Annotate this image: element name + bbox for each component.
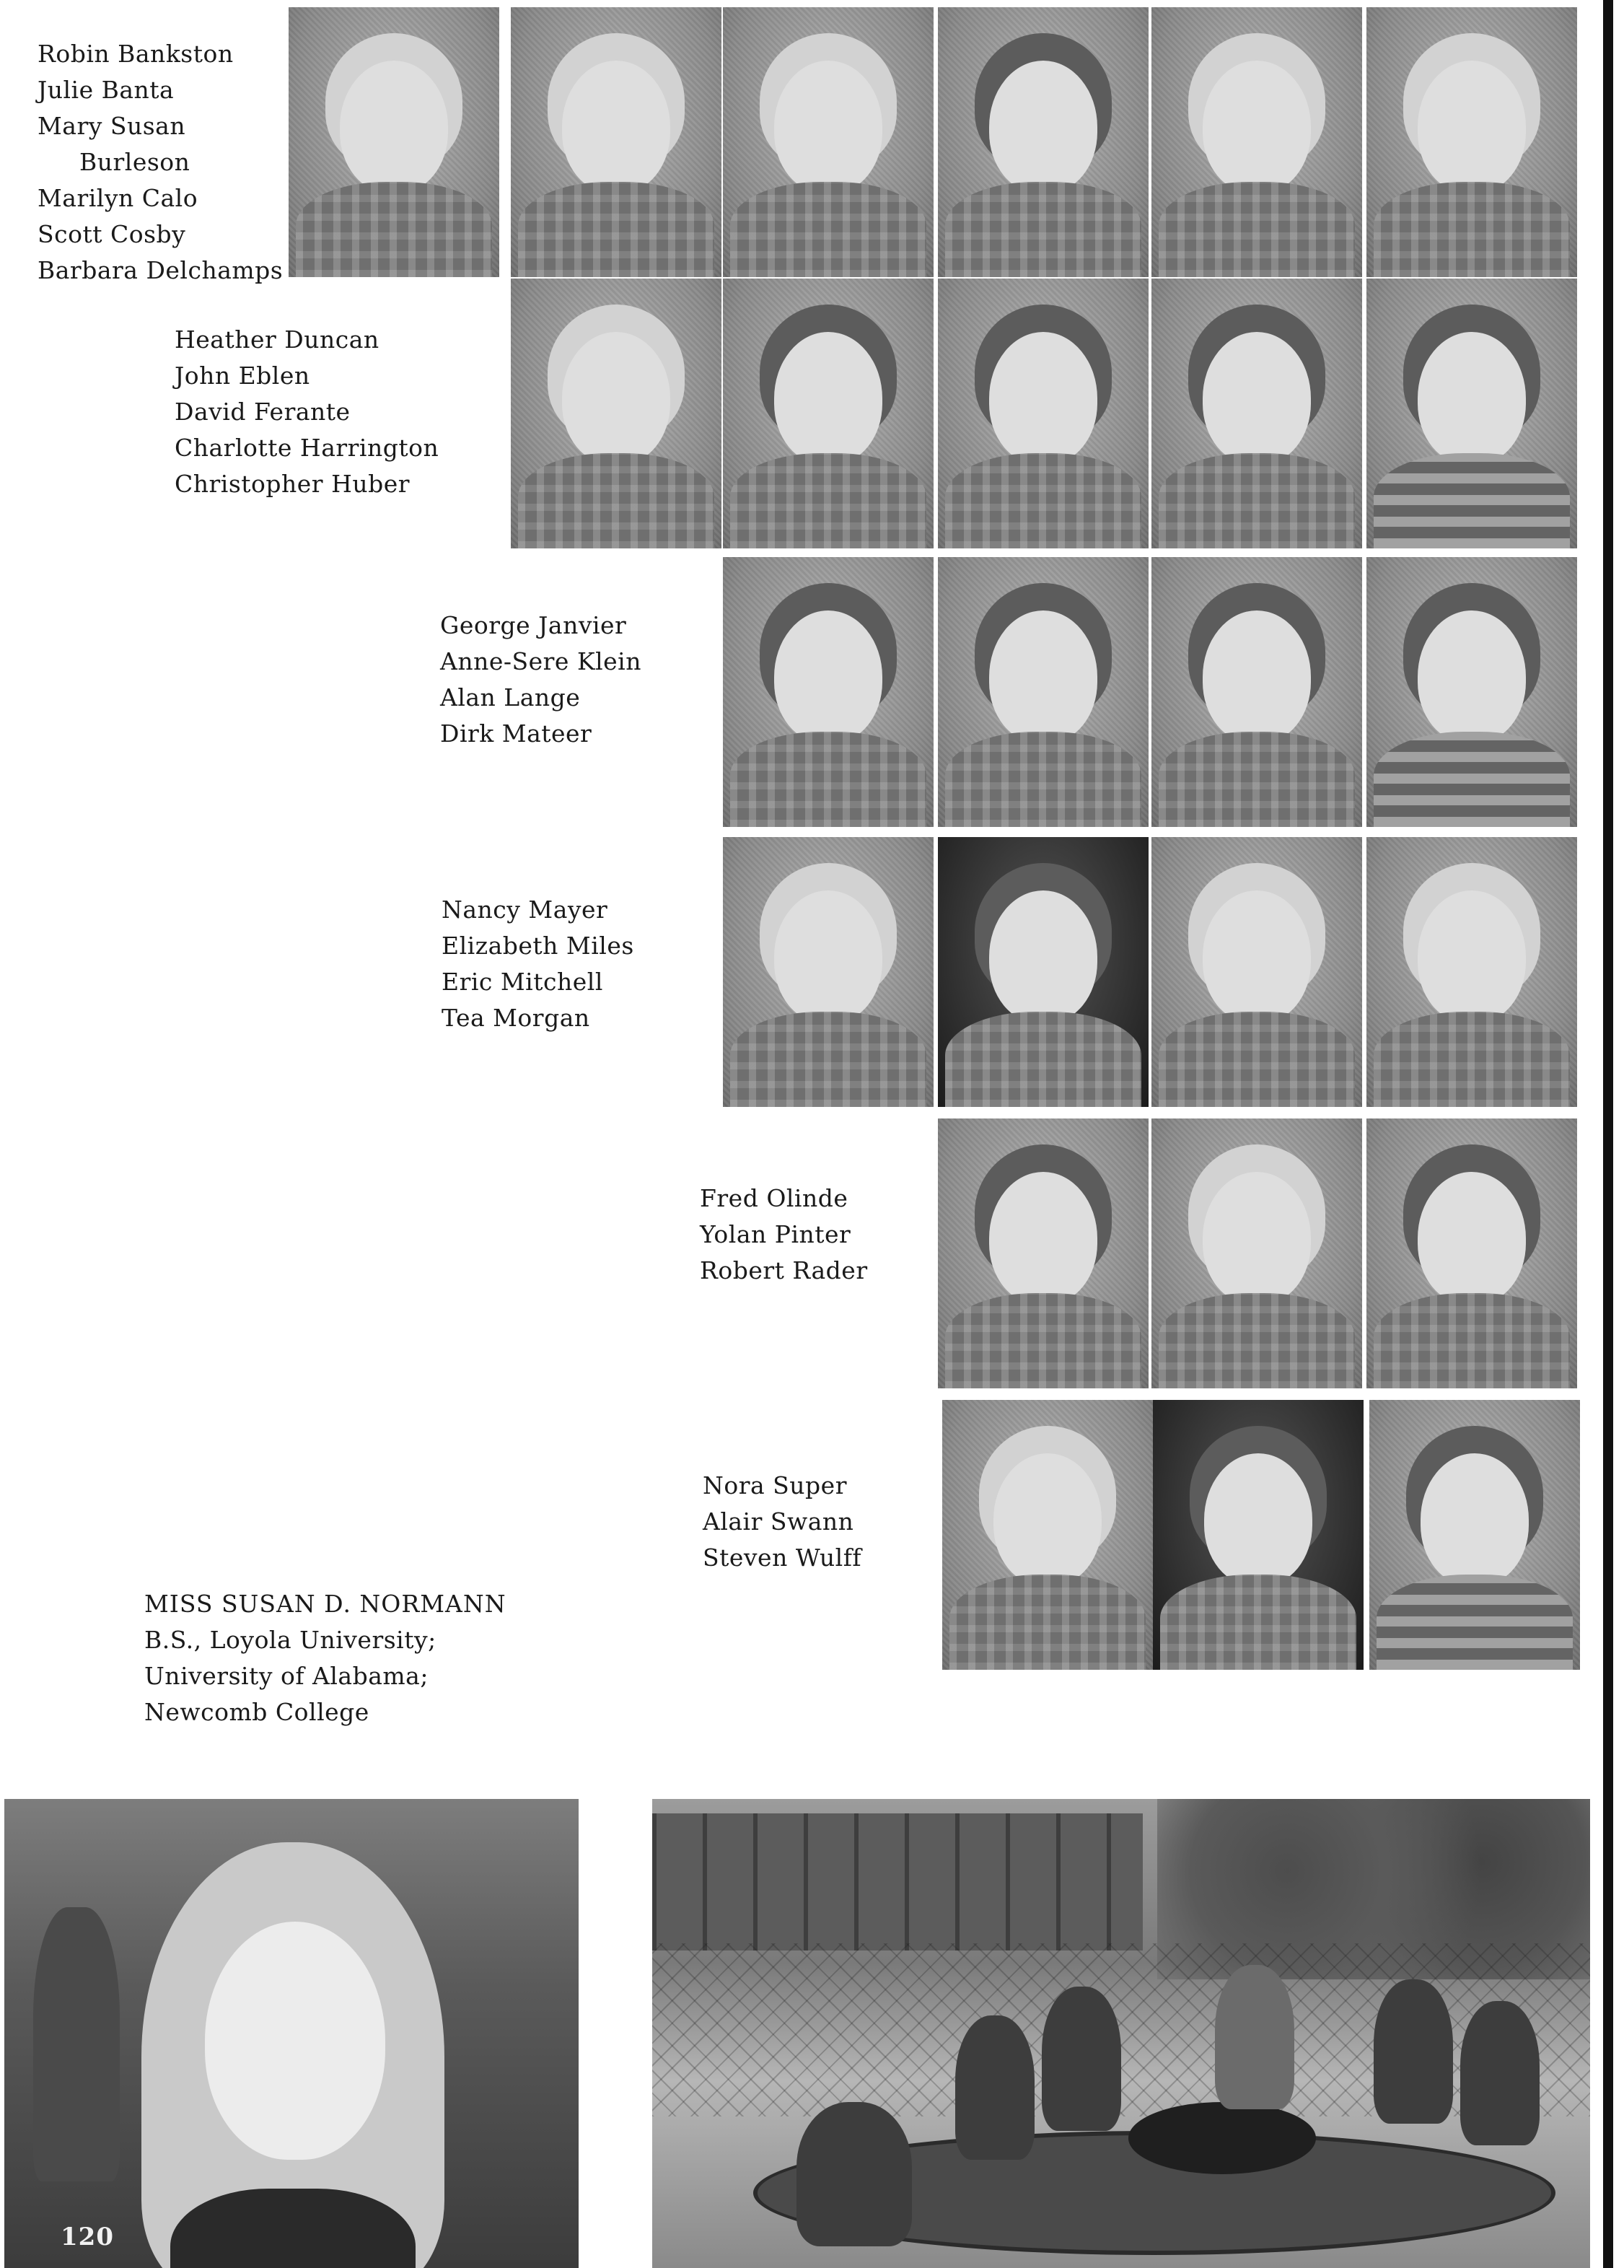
name-list-row-4 <box>442 892 634 1036</box>
student-name: Steven Wulff <box>703 1544 862 1572</box>
student-portrait <box>289 7 499 277</box>
student-name: Robin Bankston <box>38 40 234 68</box>
name-list-row-3 <box>440 608 641 752</box>
student-portrait <box>1151 1118 1362 1388</box>
child-figure <box>796 2102 912 2246</box>
student-name: Fred Olinde <box>700 1184 848 1212</box>
tire <box>1128 2102 1316 2174</box>
student-portrait <box>511 7 721 277</box>
name-list-row-1 <box>38 36 283 289</box>
student-portrait <box>938 1118 1149 1388</box>
page-number: 120 <box>61 2223 114 2251</box>
student-name: Charlotte Harrington <box>175 434 439 462</box>
student-portrait <box>1151 279 1362 548</box>
student-name: Julie Banta <box>38 76 175 104</box>
student-portrait <box>1366 7 1577 277</box>
playground-photo <box>652 1799 1590 2268</box>
teacher-name: MISS SUSAN D. NORMANN <box>144 1590 506 1618</box>
student-name: Burleson <box>79 148 190 176</box>
school-building <box>652 1813 1143 1950</box>
student-name: David Ferante <box>175 398 351 426</box>
student-name: Christopher Huber <box>175 470 411 498</box>
student-portrait <box>1366 557 1577 827</box>
student-name: Anne-Sere Klein <box>440 647 641 675</box>
student-name: Barbara Delchamps <box>38 256 284 284</box>
student-name: Alan Lange <box>440 683 581 712</box>
child-figure <box>1374 1979 1453 2124</box>
student-portrait <box>1151 557 1362 827</box>
name-list-row-2 <box>175 322 439 502</box>
student-name: Mary Susan <box>38 112 186 140</box>
student-portrait <box>511 279 721 548</box>
student-portrait <box>723 837 934 1107</box>
student-portrait <box>1369 1400 1580 1670</box>
student-name: Scott Cosby <box>38 220 186 248</box>
student-portrait <box>723 557 934 827</box>
student-portrait <box>1151 7 1362 277</box>
student-name: Eric Mitchell <box>442 968 603 996</box>
teacher-credential: Newcomb College <box>144 1698 369 1726</box>
student-portrait <box>1153 1400 1364 1670</box>
student-name: Tea Morgan <box>442 1004 590 1032</box>
teacher-caption <box>144 1586 506 1730</box>
student-name: Nancy Mayer <box>442 896 608 924</box>
student-name: Nora Super <box>703 1471 847 1499</box>
student-name: George Janvier <box>440 611 627 639</box>
student-portrait <box>723 279 934 548</box>
student-name: John Eblen <box>175 362 310 390</box>
student-name: Heather Duncan <box>175 325 379 354</box>
teacher-credential: University of Alabama; <box>144 1662 429 1690</box>
page-edge-bar <box>1603 0 1613 2268</box>
child-figure <box>1042 1987 1121 2131</box>
student-portrait <box>1366 279 1577 548</box>
student-portrait <box>723 7 934 277</box>
name-list-row-5 <box>700 1181 868 1289</box>
scarecrow-figure <box>33 1907 120 2181</box>
child-figure <box>955 2015 1035 2160</box>
student-portrait <box>1151 837 1362 1107</box>
student-portrait <box>938 279 1149 548</box>
student-portrait <box>938 7 1149 277</box>
student-name: Robert Rader <box>700 1256 868 1284</box>
student-portrait <box>938 837 1149 1107</box>
student-name: Alair Swann <box>703 1507 854 1536</box>
student-name: Dirk Mateer <box>440 719 592 748</box>
child-figure <box>1215 1965 1294 2109</box>
student-name: Yolan Pinter <box>700 1220 851 1248</box>
student-name: Elizabeth Miles <box>442 932 634 960</box>
student-name: Marilyn Calo <box>38 184 198 212</box>
student-portrait <box>942 1400 1153 1670</box>
teacher-credential: B.S., Loyola University; <box>144 1626 436 1654</box>
child-figure <box>1460 2001 1540 2145</box>
student-portrait <box>1366 837 1577 1107</box>
teacher-photo <box>4 1799 579 2268</box>
name-list-row-6 <box>703 1468 861 1576</box>
student-portrait <box>938 557 1149 827</box>
student-portrait <box>1366 1118 1577 1388</box>
